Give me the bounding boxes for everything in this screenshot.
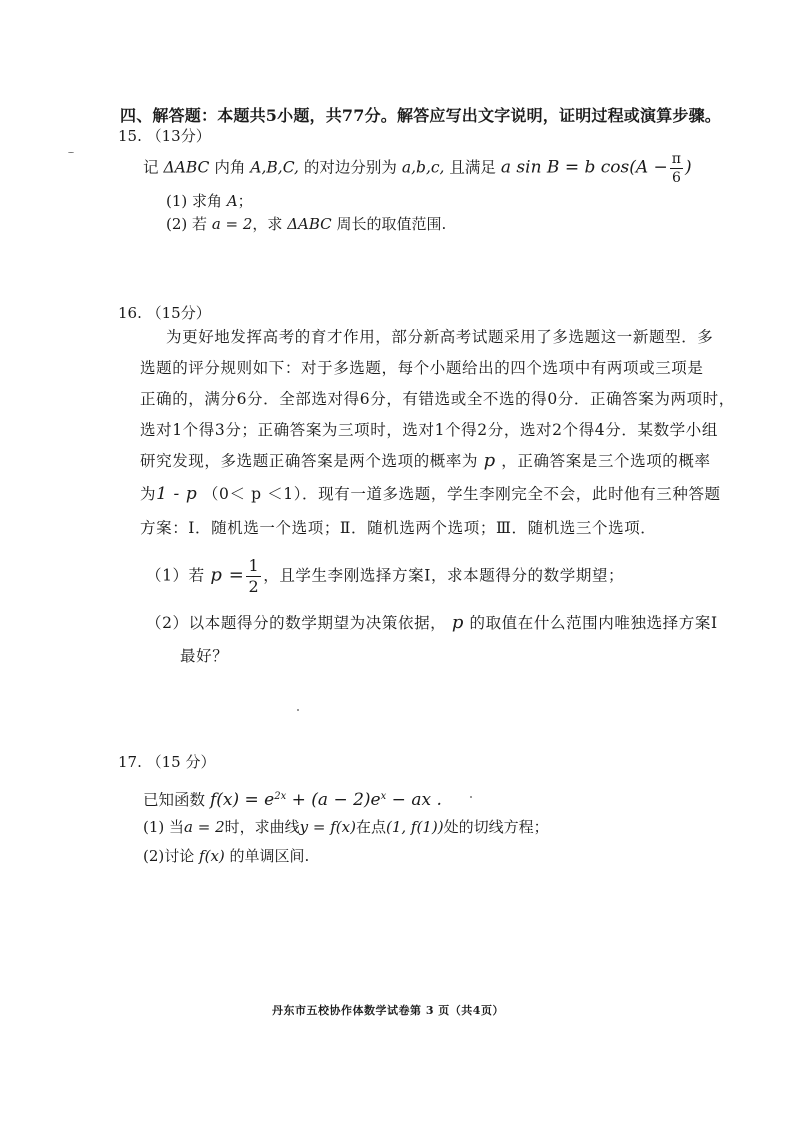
q17-stem	[143, 788, 442, 810]
q17-part1-cond: a = 2	[184, 818, 225, 836]
q17-score: （15 分）	[146, 753, 216, 771]
q17-stem-exp1: 2x	[274, 790, 287, 802]
q17-stem-f: f(x) = e	[209, 790, 275, 810]
q17-part1-point: (1, f(1))	[385, 818, 444, 836]
q16-line6	[140, 482, 721, 504]
q16-part2-cont: 最好？	[180, 647, 229, 665]
q15-part2-text2: ，求	[252, 215, 283, 233]
q16-line5-var: p	[483, 450, 496, 471]
q16-part1-label: （1）	[146, 566, 189, 585]
q16-part1-a: 若	[188, 566, 205, 585]
q16-line6-expr: 1 - p	[156, 484, 198, 504]
q15-stem-eq-left: a sin B = b cos(A −	[500, 157, 668, 178]
q15-score: （13分）	[146, 127, 211, 145]
q17-part2-a: 讨论	[164, 847, 195, 865]
q15-stem-eq-right: )	[685, 157, 692, 178]
q15-part2-text1: 若	[192, 215, 208, 233]
q17-part1-curve: y = f(x)	[299, 818, 356, 836]
q17-stem-exp2: x	[380, 790, 387, 802]
q16-line5-b: ，正确答案是三个选项的概率	[501, 452, 711, 470]
q15-stem-sides: a,b,c,	[401, 158, 445, 177]
q15-stem	[143, 152, 692, 185]
q15-part2-tri: ΔABC	[287, 215, 332, 233]
q15-stem-fraction	[670, 152, 683, 185]
q15-part1-end: ；	[237, 192, 253, 210]
q15-stem-prefix: 记	[143, 158, 159, 177]
q16-line4: 选对1个得3分；正确答案为三项时，选对1个得2分，选对2个得4分．某数学小组	[140, 421, 718, 439]
q15-stem-mid3: 且满足	[449, 158, 496, 177]
q16-line6-b: ．现有一道多选题，学生李刚完全不会，此时他有三种答题	[302, 485, 721, 503]
q16-frac-den: 2	[248, 577, 260, 596]
q17-part1-a: 当	[169, 818, 185, 836]
q17-part1-c: 在点	[355, 818, 386, 836]
q16-part1-b: ，且学生李刚选择方案Ⅰ，求本题得分的数学期望；	[263, 566, 625, 585]
q15-stem-triangle: ΔABC	[163, 158, 210, 177]
q16-line5	[140, 449, 711, 471]
q15-part1-text: 求角	[192, 192, 223, 210]
q15-frac-num: π	[671, 151, 681, 167]
q15-part2	[166, 213, 446, 234]
q17-part2-fx: f(x)	[199, 847, 225, 865]
q15-part2-eq: a = 2	[211, 215, 253, 233]
q15-part1	[166, 190, 253, 211]
q16-frac-num: 1	[248, 556, 260, 575]
q17-stem-a: 已知函数	[143, 791, 206, 809]
q16-part1-fraction	[246, 558, 261, 595]
q17-part2	[143, 845, 309, 866]
q16-header	[118, 302, 211, 323]
scan-speck	[68, 152, 74, 153]
q17-stem-end: − ax .	[386, 790, 442, 810]
q16-line7: 方案：Ⅰ．随机选一个选项；Ⅱ．随机选两个选项；Ⅲ．随机选三个选项．	[140, 519, 657, 537]
q17-part2-b: 的单调区间.	[229, 847, 310, 865]
scan-speck	[297, 709, 299, 711]
q15-stem-mid1: 内角	[214, 158, 246, 177]
q16-line6-range: （0＜ p ＜1）	[202, 485, 303, 503]
page-footer: 丹东市五校协作体数学试卷第 3 页（共4页）	[272, 1004, 504, 1017]
q16-part2-a: 以本题得分的数学期望为决策依据，	[188, 614, 447, 632]
q16-line5-a: 研究发现，多选题正确答案是两个选项的概率为	[140, 452, 479, 470]
scan-speck	[470, 796, 472, 798]
q16-part1	[146, 558, 624, 595]
q15-stem-angles: A,B,C,	[250, 158, 299, 177]
q16-score: （15分）	[146, 304, 211, 322]
q15-stem-mid2: 的对边分别为	[303, 158, 397, 177]
q15-number: 15.	[118, 127, 142, 145]
q16-line3: 正确的，满分6分．全部选对得6分，有错选或全不选的得0分．正确答案为两项时，	[140, 390, 735, 408]
q17-part1	[143, 816, 549, 837]
q15-part1-label: (1)	[166, 192, 188, 210]
section-title: 四、解答题：本题共5小题，共77分。解答应写出文字说明，证明过程或演算步骤。	[120, 106, 721, 125]
q16-line6-a: 为	[140, 485, 157, 503]
q15-frac-den: 6	[671, 170, 681, 186]
q16-part1-var: p =	[210, 564, 245, 586]
q15-part2-text3: 周长的取值范围.	[336, 215, 447, 233]
q17-header	[118, 751, 216, 772]
q16-part2	[146, 611, 718, 633]
q16-part2-b: 的取值在什么范围内唯独选择方案Ⅰ	[469, 614, 718, 632]
q17-part1-d: 处的切线方程；	[443, 818, 549, 836]
q17-stem-mid: + (a − 2)e	[286, 790, 381, 810]
q16-line2: 选题的评分规则如下：对于多选题，每个小题给出的四个选项中有两项或三项是	[140, 359, 704, 377]
q16-part2-var: p	[451, 612, 464, 633]
q15-part2-label: (2)	[166, 215, 188, 233]
q17-part1-label: (1)	[143, 818, 165, 836]
q16-part2-label: （2）	[146, 614, 189, 632]
q17-part1-b: 时，求曲线	[224, 818, 300, 836]
q17-part2-label: (2)	[143, 847, 165, 865]
q16-number: 16.	[118, 304, 142, 322]
q15-part1-var: A	[226, 192, 238, 210]
q16-line1: 为更好地发挥高考的育才作用，部分新高考试题采用了多选题这一新题型．多	[166, 328, 714, 346]
q17-number: 17.	[118, 753, 142, 771]
q15-header	[118, 125, 211, 146]
